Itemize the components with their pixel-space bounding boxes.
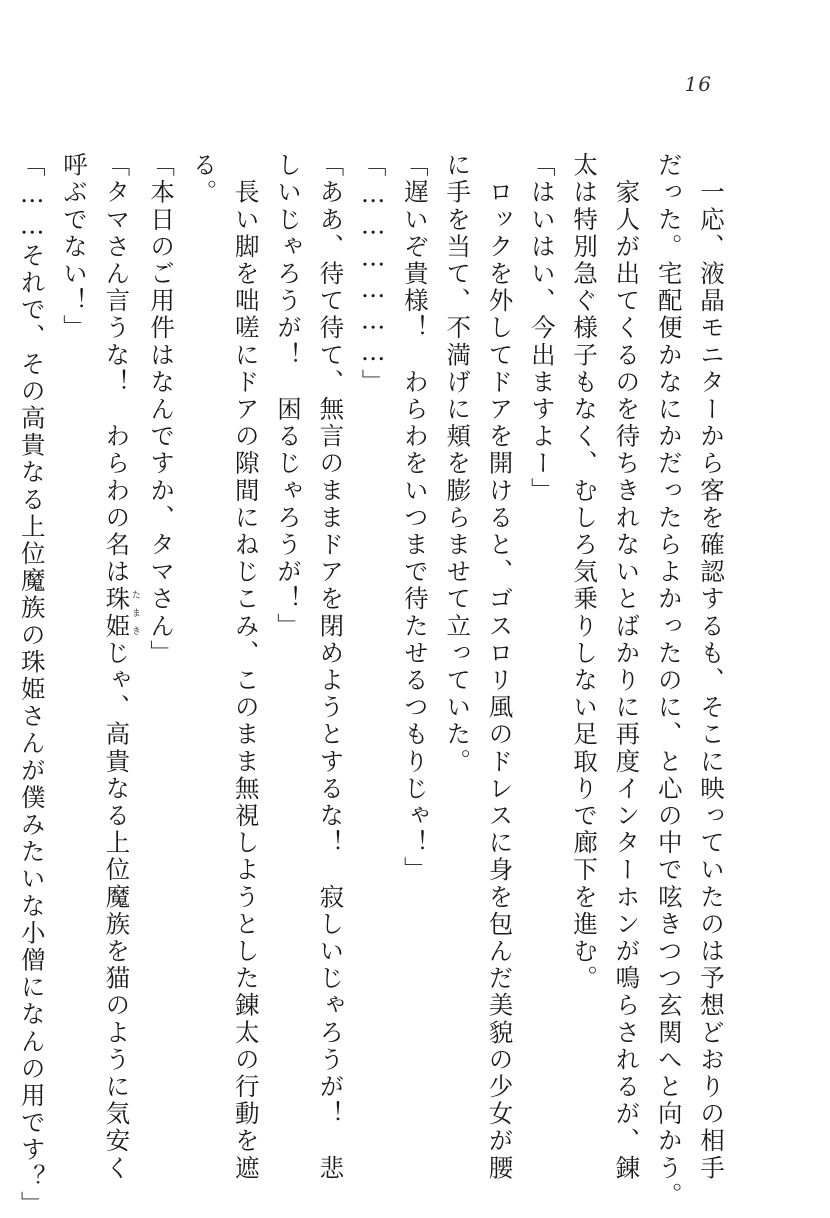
text-line-17: 「……それで、その高貴なる上位魔族の珠姫さんが僕みたいな小僧になんの用です？」: [17, 152, 47, 1218]
novel-text-body: [17, 152, 732, 1218]
text-line-4: 太は特別急ぐ様子もなく、むしろ気乗りしない足取りで廊下を進む。: [570, 152, 600, 993]
text-line-16: 呼ぶでない！」: [60, 152, 90, 342]
text-line-11: しいじゃろうが！ 困るじゃろうが！」: [274, 152, 304, 640]
text-line-7: に手を当て、不満げに頬を膨らませて立っていた。: [443, 152, 473, 776]
text-line-10: 「ああ、待て待て、無言のままドアを閉めようとするな！ 寂しいじゃろうが！ 悲: [316, 152, 346, 1182]
text-line-8: 「遅いぞ貴様！ わらわをいつまで待たせるつもりじゃ！」: [400, 152, 430, 884]
text-line-2: だった。宅配便かなにかだったらよかったのに、と心の中で呟きつつ玄関へと向かう。: [654, 152, 684, 1209]
ruby-annotation: [102, 585, 140, 640]
ruby-reading: たまき: [129, 585, 140, 640]
text-line-15-after-ruby: じゃ、高貴なる上位魔族を猫のように気安く: [102, 639, 132, 1182]
text-line-6: ロックを外してドアを開けると、ゴスロリ風のドレスに身を包んだ美貌の少女が腰: [485, 152, 515, 1182]
text-line-5: 「はいはい、今出ますよー」: [527, 152, 557, 505]
text-line-3: 家人が出てくるのを待ちきれないとばかりに再度インターホンが鳴らされるが、錬: [612, 152, 642, 1182]
text-line-9: 「………………」: [358, 152, 388, 396]
text-line-13: る。: [189, 152, 219, 207]
text-line-15-before-ruby: 「タマさん言うな！ わらわの名は: [102, 152, 132, 586]
text-line-15: [95, 152, 140, 1182]
text-line-1: 一応、液晶モニターから客を確認するも、そこに映っていたのは予想どおりの相手: [697, 152, 726, 1182]
text-line-12: 長い脚を咄嗟にドアの隙間にねじこみ、このまま無視しようとした錬太の行動を遮: [231, 152, 261, 1182]
text-line-14: 「本日のご用件はなんですか、タマさん」: [147, 152, 177, 667]
page-number: 16: [684, 72, 712, 96]
ruby-base: 珠姫: [102, 585, 132, 640]
